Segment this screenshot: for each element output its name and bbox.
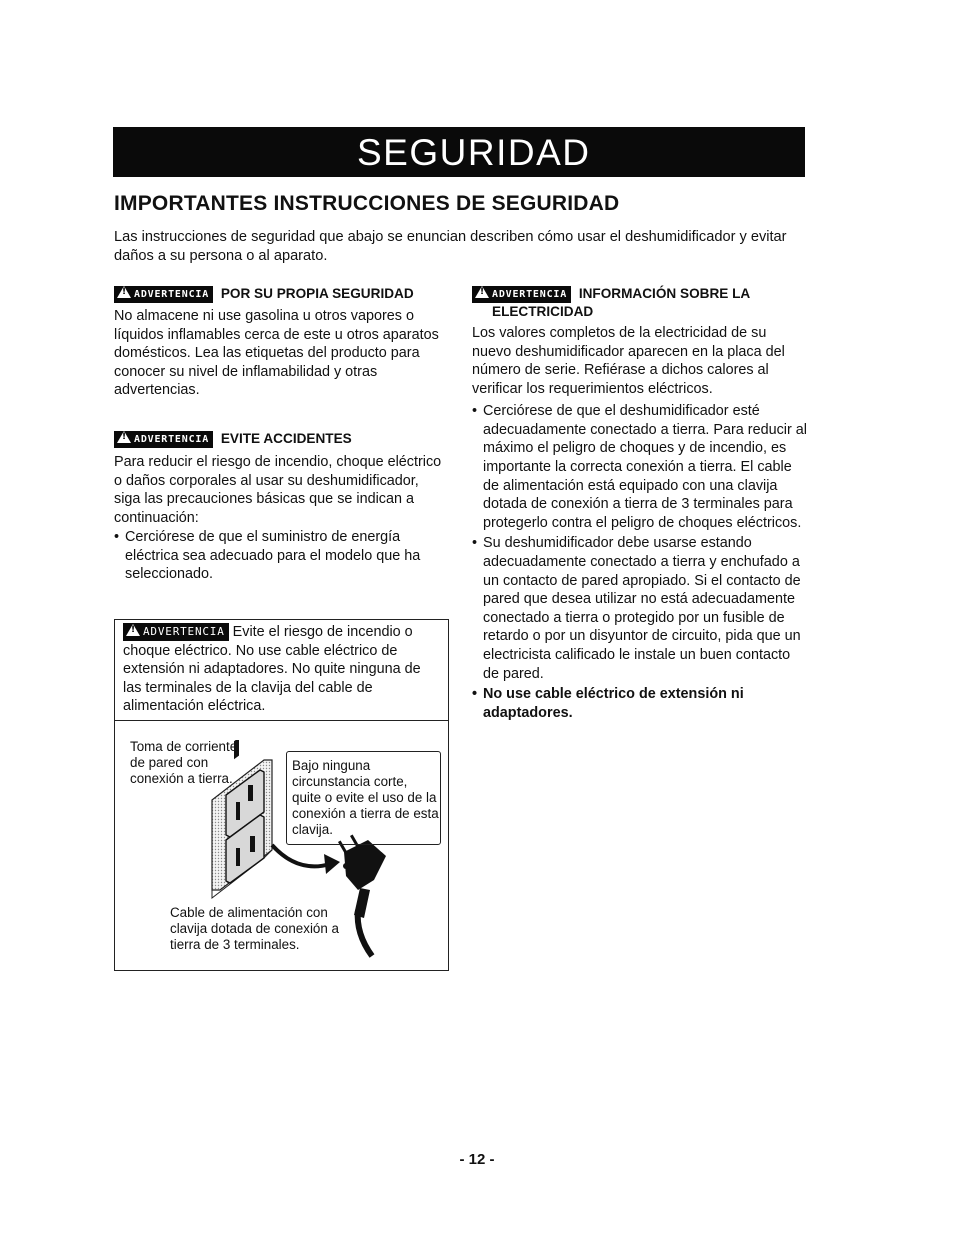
callout-text: Bajo ninguna circunstancia corte, quite o evite el uso de la conexión a tierra de esta clavija. <box>292 758 439 837</box>
bullet-list <box>114 528 449 584</box>
bullet-list <box>472 402 807 722</box>
outlet-label: Toma de corriente de pared con conexión a tierra. <box>130 739 238 786</box>
divider <box>115 720 448 721</box>
section-avoid-accidents-title: EVITE ACCIDENTES <box>220 431 352 446</box>
list-item: • Su deshumidificador debe usarse estando adecuadamente conectado a tierra y enchufado a un contacto de pared apropiado. Si el contacto de pared que desea utilizar no está adecuadamente conectado a tierra o protegido por un fusible de retardo o por un disyuntor de circuito, pida que un electricista calificado le instale un buen contacto de pared. <box>472 534 807 683</box>
callout-box <box>286 751 441 845</box>
arrow-icon <box>272 845 330 866</box>
intro-text: Las instrucciones de seguridad que abajo se enuncian describen cómo usar el deshumidificador y evitar daños a su persona o al aparato. <box>114 229 787 264</box>
section-own-safety-text: No almacene ni use gasolina u otros vapores o líquidos inflamables cerca de este u otros aparatos domésticos. Lea las etiquetas del producto para conocer su nivel de inflamabilidad y otras advertencias. <box>114 307 439 399</box>
warning-triangle-icon <box>117 431 131 443</box>
list-item: • No use cable eléctrico de extensión ni adaptadores. <box>472 685 807 722</box>
warning-badge: !ADVERTENCIA <box>472 286 571 303</box>
warning-badge: !ADVERTENCIA <box>114 431 213 448</box>
page-number: - 12 - <box>459 1151 495 1168</box>
title-banner <box>113 127 805 177</box>
warning-badge: !ADVERTENCIA <box>123 623 229 641</box>
warning-box-text <box>123 623 441 716</box>
warning-box-message: Evite el riesgo de incendio o choque eléctrico. No use cable eléctrico de extensión ni adaptadores. No quite ninguna de las terminales de la clavija del cable de alimentación eléctrica. <box>123 624 421 715</box>
section-electricity-header <box>472 285 807 320</box>
page-title: SEGURIDAD <box>357 132 591 173</box>
cord-label: Cable de alimentación con clavija dotada de conexión a tierra de 3 terminales. <box>170 905 339 952</box>
section-electricity-title-line2: ELECTRICIDAD <box>492 303 594 319</box>
section-own-safety-header <box>114 285 454 303</box>
list-item: • Cerciórese de que el deshumidificador esté adecuadamente conectado a tierra. Para reducir al máximo el peligro de choques y de incendio, es importante la correcta conexión a tierra. El cable de alimentación está equipado con una clavija dotada de conexión a tierra de 3 terminales para protegerlo contra el peligro de choques eléctricos. <box>472 402 807 532</box>
section-electricity <box>472 285 807 722</box>
section-own-safety-title: POR SU PROPIA SEGURIDAD <box>220 286 414 301</box>
section-electricity-text: Los valores completos de la electricidad de su nuevo deshumidificador aparecen en la placa del número de serie. Refiérase a dichos calores al verificar los requerimientos eléctricos. <box>472 324 785 397</box>
section-heading: IMPORTANTES INSTRUCCIONES DE SEGURIDAD <box>114 192 620 215</box>
section-avoid-accidents-header <box>114 430 449 448</box>
section-avoid-accidents-text: Para reducir el riesgo de incendio, choque eléctrico o daños corporales al usar su deshumidificador, siga las precauciones básicas que se indican a continuación: <box>114 453 442 526</box>
list-item: • Cerciórese de que el suministro de energía eléctrica sea adecuado para el modelo que ha seleccionado. <box>114 528 449 584</box>
section-electricity-title-line1: INFORMACIÓN SOBRE LA <box>578 286 751 301</box>
warning-triangle-icon <box>117 286 131 298</box>
section-avoid-accidents <box>114 430 449 584</box>
section-own-safety <box>114 285 454 400</box>
cord-icon <box>358 910 372 956</box>
warning-badge: !ADVERTENCIA <box>114 286 213 303</box>
warning-triangle-icon <box>475 286 489 298</box>
warning-triangle-icon <box>126 624 140 636</box>
